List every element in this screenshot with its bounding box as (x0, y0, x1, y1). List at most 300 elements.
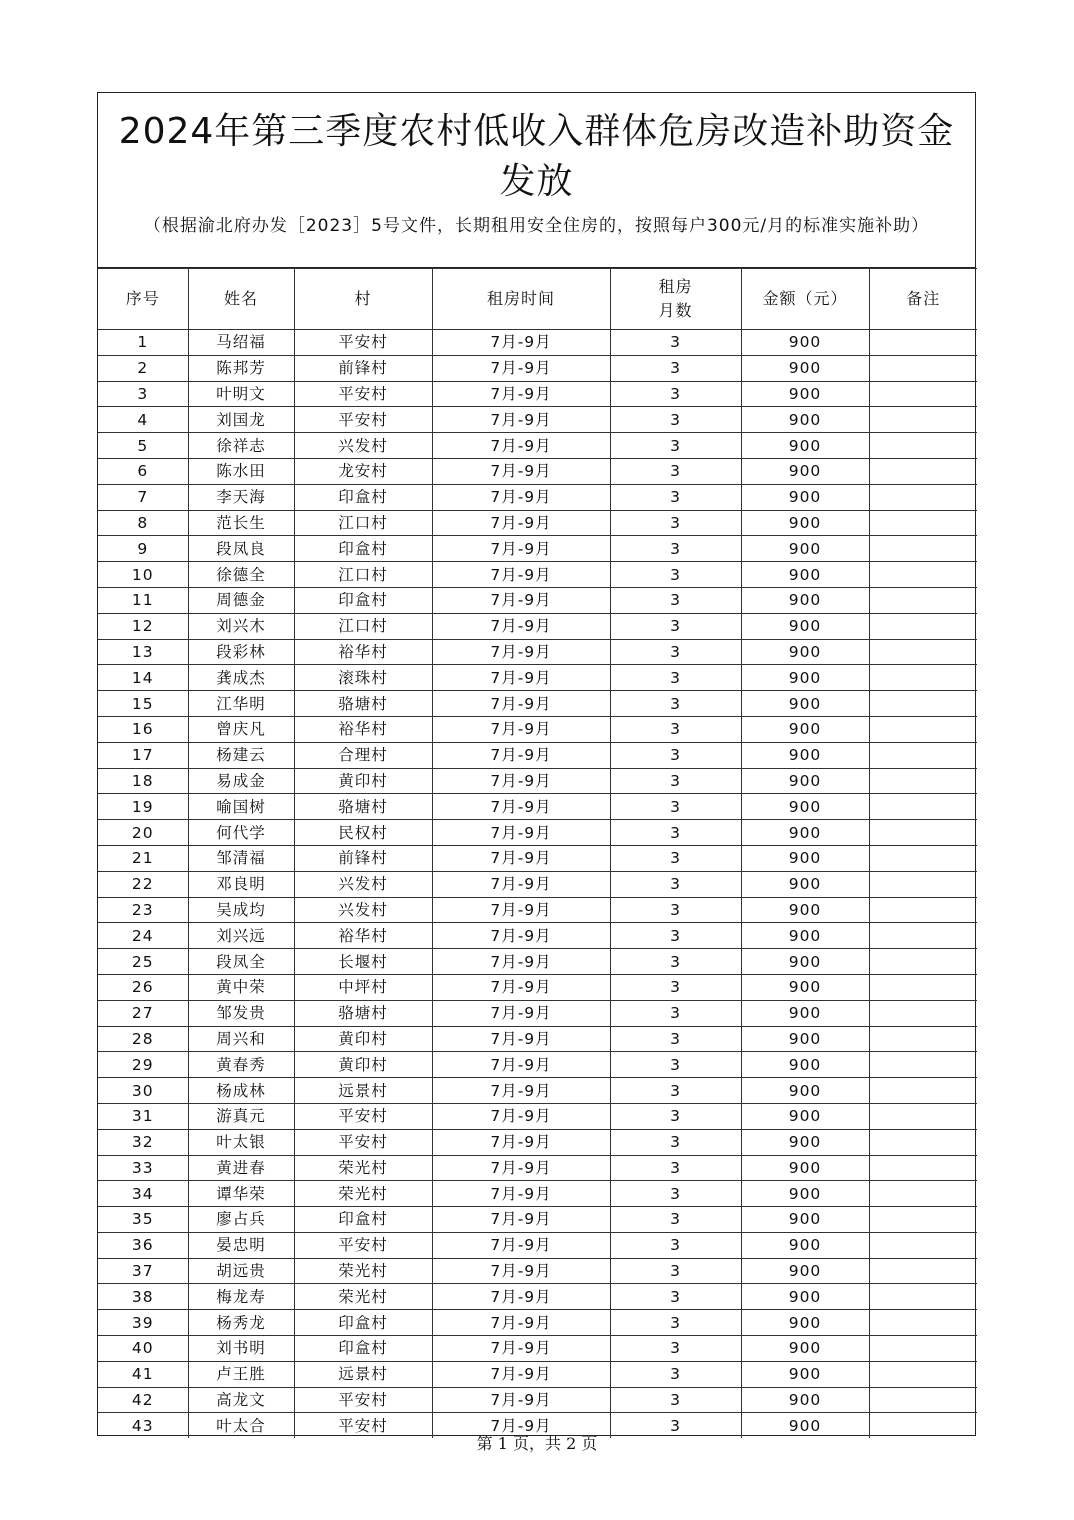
cell-person-name: 陈水田 (188, 458, 294, 484)
cell-row-index: 26 (98, 974, 188, 1000)
table-row (98, 1155, 977, 1181)
cell-amount: 900 (741, 1103, 869, 1129)
cell-remark (869, 510, 977, 536)
cell-amount: 900 (741, 458, 869, 484)
cell-row-index: 21 (98, 845, 188, 871)
cell-rent-months: 3 (610, 562, 741, 588)
cell-village-name: 平安村 (294, 1103, 432, 1129)
header-col-name: 姓名 (188, 269, 294, 330)
cell-row-index: 29 (98, 1052, 188, 1078)
cell-rent-months: 3 (610, 587, 741, 613)
cell-row-index: 1 (98, 330, 188, 356)
cell-rent-period: 7月-9月 (432, 691, 610, 717)
cell-person-name: 杨秀龙 (188, 1310, 294, 1336)
cell-rent-period: 7月-9月 (432, 1026, 610, 1052)
cell-rent-period: 7月-9月 (432, 1310, 610, 1336)
cell-rent-period: 7月-9月 (432, 794, 610, 820)
cell-rent-period: 7月-9月 (432, 1336, 610, 1362)
cell-village-name: 黄印村 (294, 1052, 432, 1078)
cell-rent-period: 7月-9月 (432, 510, 610, 536)
cell-person-name: 谭华荣 (188, 1181, 294, 1207)
cell-village-name: 兴发村 (294, 897, 432, 923)
document-subtitle: （根据渝北府办发［2023］5号文件，长期租用安全住房的，按照每户300元/月的标准实施补助） (143, 216, 930, 236)
cell-rent-period: 7月-9月 (432, 484, 610, 510)
table-row (98, 1258, 977, 1284)
cell-remark (869, 1129, 977, 1155)
cell-rent-period: 7月-9月 (432, 1000, 610, 1026)
cell-row-index: 11 (98, 587, 188, 613)
cell-rent-months: 3 (610, 897, 741, 923)
cell-person-name: 何代学 (188, 820, 294, 846)
cell-remark (869, 1207, 977, 1233)
cell-amount: 900 (741, 1052, 869, 1078)
cell-amount: 900 (741, 665, 869, 691)
cell-village-name: 荣光村 (294, 1155, 432, 1181)
header-col-amount: 金额（元） (741, 269, 869, 330)
cell-remark (869, 665, 977, 691)
cell-village-name: 印盒村 (294, 1207, 432, 1233)
cell-person-name: 陈邦芳 (188, 355, 294, 381)
cell-rent-months: 3 (610, 458, 741, 484)
cell-person-name: 邓良明 (188, 871, 294, 897)
cell-person-name: 段凤良 (188, 536, 294, 562)
cell-amount: 900 (741, 1000, 869, 1026)
table-row (98, 949, 977, 975)
cell-rent-months: 3 (610, 1181, 741, 1207)
cell-amount: 900 (741, 691, 869, 717)
cell-person-name: 杨成林 (188, 1078, 294, 1104)
cell-row-index: 24 (98, 923, 188, 949)
cell-rent-period: 7月-9月 (432, 355, 610, 381)
cell-row-index: 31 (98, 1103, 188, 1129)
cell-village-name: 江口村 (294, 510, 432, 536)
table-row (98, 639, 977, 665)
cell-row-index: 14 (98, 665, 188, 691)
cell-village-name: 江口村 (294, 562, 432, 588)
table-row (98, 1078, 977, 1104)
cell-remark (869, 794, 977, 820)
table-row (98, 330, 977, 356)
cell-amount: 900 (741, 768, 869, 794)
table-row (98, 1336, 977, 1362)
cell-amount: 900 (741, 897, 869, 923)
cell-amount: 900 (741, 562, 869, 588)
cell-row-index: 12 (98, 613, 188, 639)
cell-village-name: 中坪村 (294, 974, 432, 1000)
cell-remark (869, 484, 977, 510)
cell-person-name: 游真元 (188, 1103, 294, 1129)
cell-row-index: 25 (98, 949, 188, 975)
cell-remark (869, 1052, 977, 1078)
table-row (98, 665, 977, 691)
cell-amount: 900 (741, 1361, 869, 1387)
cell-person-name: 江华明 (188, 691, 294, 717)
header-col-remark: 备注 (869, 269, 977, 330)
cell-person-name: 马绍福 (188, 330, 294, 356)
cell-rent-months: 3 (610, 1207, 741, 1233)
cell-remark (869, 1387, 977, 1413)
table-row (98, 1181, 977, 1207)
cell-rent-period: 7月-9月 (432, 974, 610, 1000)
document-sheet (97, 92, 976, 1436)
header-col-village: 村 (294, 269, 432, 330)
table-row (98, 897, 977, 923)
cell-amount: 900 (741, 1181, 869, 1207)
table-row (98, 1310, 977, 1336)
cell-remark (869, 587, 977, 613)
cell-rent-months: 3 (610, 923, 741, 949)
cell-rent-period: 7月-9月 (432, 897, 610, 923)
cell-remark (869, 458, 977, 484)
table-row (98, 768, 977, 794)
cell-row-index: 6 (98, 458, 188, 484)
table-row (98, 691, 977, 717)
cell-rent-months: 3 (610, 1387, 741, 1413)
cell-rent-months: 3 (610, 433, 741, 459)
cell-row-index: 2 (98, 355, 188, 381)
cell-person-name: 喻国树 (188, 794, 294, 820)
cell-row-index: 7 (98, 484, 188, 510)
cell-village-name: 印盒村 (294, 536, 432, 562)
cell-row-index: 40 (98, 1336, 188, 1362)
cell-remark (869, 1310, 977, 1336)
cell-rent-period: 7月-9月 (432, 742, 610, 768)
cell-row-index: 42 (98, 1387, 188, 1413)
cell-village-name: 平安村 (294, 381, 432, 407)
cell-rent-period: 7月-9月 (432, 923, 610, 949)
cell-amount: 900 (741, 949, 869, 975)
cell-rent-period: 7月-9月 (432, 1181, 610, 1207)
cell-rent-period: 7月-9月 (432, 1387, 610, 1413)
cell-amount: 900 (741, 1078, 869, 1104)
cell-village-name: 裕华村 (294, 716, 432, 742)
cell-rent-months: 3 (610, 1155, 741, 1181)
cell-village-name: 远景村 (294, 1078, 432, 1104)
cell-remark (869, 923, 977, 949)
cell-person-name: 段彩林 (188, 639, 294, 665)
cell-row-index: 8 (98, 510, 188, 536)
cell-amount: 900 (741, 923, 869, 949)
cell-rent-months: 3 (610, 871, 741, 897)
cell-village-name: 平安村 (294, 1413, 432, 1438)
cell-person-name: 黄春秀 (188, 1052, 294, 1078)
cell-amount: 900 (741, 536, 869, 562)
cell-rent-months: 3 (610, 1310, 741, 1336)
cell-rent-period: 7月-9月 (432, 768, 610, 794)
cell-amount: 900 (741, 1155, 869, 1181)
cell-person-name: 叶太银 (188, 1129, 294, 1155)
cell-person-name: 刘国龙 (188, 407, 294, 433)
cell-village-name: 骆塘村 (294, 794, 432, 820)
cell-person-name: 胡远贵 (188, 1258, 294, 1284)
subsidy-table (98, 268, 977, 1438)
cell-rent-months: 3 (610, 1026, 741, 1052)
cell-person-name: 龚成杰 (188, 665, 294, 691)
cell-row-index: 39 (98, 1310, 188, 1336)
cell-village-name: 平安村 (294, 1387, 432, 1413)
cell-rent-period: 7月-9月 (432, 587, 610, 613)
cell-remark (869, 1181, 977, 1207)
cell-amount: 900 (741, 871, 869, 897)
cell-remark (869, 639, 977, 665)
cell-village-name: 前锋村 (294, 845, 432, 871)
cell-person-name: 周德金 (188, 587, 294, 613)
cell-amount: 900 (741, 1387, 869, 1413)
cell-village-name: 印盒村 (294, 1310, 432, 1336)
cell-rent-period: 7月-9月 (432, 433, 610, 459)
cell-rent-months: 3 (610, 820, 741, 846)
cell-row-index: 32 (98, 1129, 188, 1155)
cell-rent-period: 7月-9月 (432, 716, 610, 742)
cell-person-name: 黄中荣 (188, 974, 294, 1000)
cell-rent-months: 3 (610, 1103, 741, 1129)
cell-remark (869, 768, 977, 794)
cell-village-name: 裕华村 (294, 923, 432, 949)
table-row (98, 742, 977, 768)
cell-remark (869, 536, 977, 562)
table-row (98, 1232, 977, 1258)
cell-village-name: 印盒村 (294, 1336, 432, 1362)
document-title: 2024年第三季度农村低收入群体危房改造补助资金发放 (118, 111, 955, 202)
cell-village-name: 前锋村 (294, 355, 432, 381)
table-row (98, 1361, 977, 1387)
cell-person-name: 曾庆凡 (188, 716, 294, 742)
cell-village-name: 印盒村 (294, 587, 432, 613)
table-row (98, 381, 977, 407)
cell-row-index: 33 (98, 1155, 188, 1181)
cell-amount: 900 (741, 742, 869, 768)
cell-village-name: 平安村 (294, 1232, 432, 1258)
cell-village-name: 兴发村 (294, 871, 432, 897)
cell-remark (869, 433, 977, 459)
cell-row-index: 5 (98, 433, 188, 459)
cell-amount: 900 (741, 613, 869, 639)
cell-remark (869, 562, 977, 588)
table-row (98, 536, 977, 562)
cell-remark (869, 1284, 977, 1310)
cell-rent-period: 7月-9月 (432, 1078, 610, 1104)
cell-row-index: 17 (98, 742, 188, 768)
cell-rent-months: 3 (610, 742, 741, 768)
cell-remark (869, 742, 977, 768)
cell-amount: 900 (741, 794, 869, 820)
cell-rent-period: 7月-9月 (432, 1232, 610, 1258)
cell-rent-period: 7月-9月 (432, 1103, 610, 1129)
cell-amount: 900 (741, 484, 869, 510)
cell-remark (869, 1000, 977, 1026)
cell-amount: 900 (741, 1284, 869, 1310)
cell-rent-months: 3 (610, 794, 741, 820)
cell-rent-period: 7月-9月 (432, 381, 610, 407)
cell-village-name: 黄印村 (294, 1026, 432, 1052)
cell-amount: 900 (741, 1026, 869, 1052)
cell-village-name: 滚珠村 (294, 665, 432, 691)
cell-village-name: 平安村 (294, 330, 432, 356)
cell-rent-months: 3 (610, 407, 741, 433)
cell-row-index: 16 (98, 716, 188, 742)
cell-rent-period: 7月-9月 (432, 330, 610, 356)
cell-person-name: 叶明文 (188, 381, 294, 407)
cell-amount: 900 (741, 510, 869, 536)
cell-person-name: 晏忠明 (188, 1232, 294, 1258)
cell-rent-period: 7月-9月 (432, 949, 610, 975)
table-row (98, 871, 977, 897)
table-row (98, 1129, 977, 1155)
cell-row-index: 10 (98, 562, 188, 588)
cell-amount: 900 (741, 974, 869, 1000)
cell-rent-months: 3 (610, 1078, 741, 1104)
table-row (98, 1052, 977, 1078)
cell-rent-months: 3 (610, 355, 741, 381)
cell-row-index: 37 (98, 1258, 188, 1284)
cell-village-name: 民权村 (294, 820, 432, 846)
cell-rent-months: 3 (610, 1336, 741, 1362)
table-row (98, 923, 977, 949)
cell-row-index: 15 (98, 691, 188, 717)
cell-rent-months: 3 (610, 484, 741, 510)
cell-row-index: 36 (98, 1232, 188, 1258)
cell-person-name: 易成金 (188, 768, 294, 794)
cell-rent-months: 3 (610, 949, 741, 975)
cell-rent-period: 7月-9月 (432, 1361, 610, 1387)
cell-rent-months: 3 (610, 1361, 741, 1387)
cell-row-index: 28 (98, 1026, 188, 1052)
table-header-row (98, 269, 977, 330)
cell-amount: 900 (741, 1336, 869, 1362)
cell-remark (869, 949, 977, 975)
cell-remark (869, 897, 977, 923)
cell-row-index: 3 (98, 381, 188, 407)
cell-person-name: 高龙文 (188, 1387, 294, 1413)
cell-village-name: 印盒村 (294, 484, 432, 510)
cell-rent-months: 3 (610, 536, 741, 562)
table-row (98, 562, 977, 588)
cell-row-index: 27 (98, 1000, 188, 1026)
table-row (98, 974, 977, 1000)
cell-rent-months: 3 (610, 1129, 741, 1155)
table-row (98, 1026, 977, 1052)
cell-remark (869, 407, 977, 433)
table-row (98, 1207, 977, 1233)
header-col-rent-period: 租房时间 (432, 269, 610, 330)
table-row (98, 716, 977, 742)
cell-remark (869, 716, 977, 742)
cell-amount: 900 (741, 845, 869, 871)
cell-village-name: 远景村 (294, 1361, 432, 1387)
cell-rent-period: 7月-9月 (432, 845, 610, 871)
cell-village-name: 平安村 (294, 1129, 432, 1155)
cell-remark (869, 613, 977, 639)
header-col-index: 序号 (98, 269, 188, 330)
cell-rent-months: 3 (610, 768, 741, 794)
cell-rent-months: 3 (610, 330, 741, 356)
cell-remark (869, 1026, 977, 1052)
cell-remark (869, 1361, 977, 1387)
cell-person-name: 邹发贵 (188, 1000, 294, 1026)
cell-amount: 900 (741, 1413, 869, 1438)
cell-row-index: 13 (98, 639, 188, 665)
table-row (98, 1284, 977, 1310)
cell-rent-period: 7月-9月 (432, 1258, 610, 1284)
cell-rent-period: 7月-9月 (432, 613, 610, 639)
cell-village-name: 裕华村 (294, 639, 432, 665)
cell-amount: 900 (741, 1207, 869, 1233)
cell-row-index: 23 (98, 897, 188, 923)
cell-village-name: 骆塘村 (294, 691, 432, 717)
cell-remark (869, 1155, 977, 1181)
cell-rent-months: 3 (610, 691, 741, 717)
cell-amount: 900 (741, 639, 869, 665)
table-row (98, 613, 977, 639)
cell-rent-months: 3 (610, 1000, 741, 1026)
table-row (98, 407, 977, 433)
cell-rent-months: 3 (610, 665, 741, 691)
cell-rent-period: 7月-9月 (432, 1207, 610, 1233)
cell-rent-months: 3 (610, 845, 741, 871)
cell-rent-period: 7月-9月 (432, 562, 610, 588)
cell-row-index: 19 (98, 794, 188, 820)
cell-village-name: 平安村 (294, 407, 432, 433)
cell-village-name: 长堰村 (294, 949, 432, 975)
cell-amount: 900 (741, 1129, 869, 1155)
cell-person-name: 周兴和 (188, 1026, 294, 1052)
cell-row-index: 4 (98, 407, 188, 433)
cell-rent-period: 7月-9月 (432, 536, 610, 562)
cell-remark (869, 1078, 977, 1104)
cell-person-name: 邹清福 (188, 845, 294, 871)
cell-rent-period: 7月-9月 (432, 1284, 610, 1310)
table-row (98, 845, 977, 871)
cell-person-name: 刘书明 (188, 1336, 294, 1362)
cell-row-index: 41 (98, 1361, 188, 1387)
cell-village-name: 荣光村 (294, 1258, 432, 1284)
cell-remark (869, 381, 977, 407)
cell-amount: 900 (741, 330, 869, 356)
cell-rent-period: 7月-9月 (432, 458, 610, 484)
cell-person-name: 卢王胜 (188, 1361, 294, 1387)
cell-amount: 900 (741, 820, 869, 846)
cell-village-name: 龙安村 (294, 458, 432, 484)
cell-remark (869, 871, 977, 897)
cell-rent-period: 7月-9月 (432, 639, 610, 665)
cell-amount: 900 (741, 587, 869, 613)
cell-person-name: 徐德全 (188, 562, 294, 588)
cell-rent-months: 3 (610, 613, 741, 639)
cell-village-name: 江口村 (294, 613, 432, 639)
table-row (98, 1387, 977, 1413)
cell-rent-months: 3 (610, 716, 741, 742)
cell-rent-months: 3 (610, 1413, 741, 1438)
cell-person-name: 叶太合 (188, 1413, 294, 1438)
cell-rent-months: 3 (610, 381, 741, 407)
cell-remark (869, 1232, 977, 1258)
table-body (98, 330, 977, 1439)
header-col-rent-months: 租房 月数 (610, 269, 741, 330)
cell-person-name: 段凤全 (188, 949, 294, 975)
table-row (98, 433, 977, 459)
cell-rent-period: 7月-9月 (432, 1155, 610, 1181)
cell-remark (869, 1103, 977, 1129)
cell-row-index: 30 (98, 1078, 188, 1104)
cell-rent-months: 3 (610, 1284, 741, 1310)
table-row (98, 355, 977, 381)
cell-rent-period: 7月-9月 (432, 1052, 610, 1078)
cell-village-name: 合理村 (294, 742, 432, 768)
cell-person-name: 廖占兵 (188, 1207, 294, 1233)
cell-remark (869, 1336, 977, 1362)
cell-remark (869, 820, 977, 846)
cell-remark (869, 1258, 977, 1284)
